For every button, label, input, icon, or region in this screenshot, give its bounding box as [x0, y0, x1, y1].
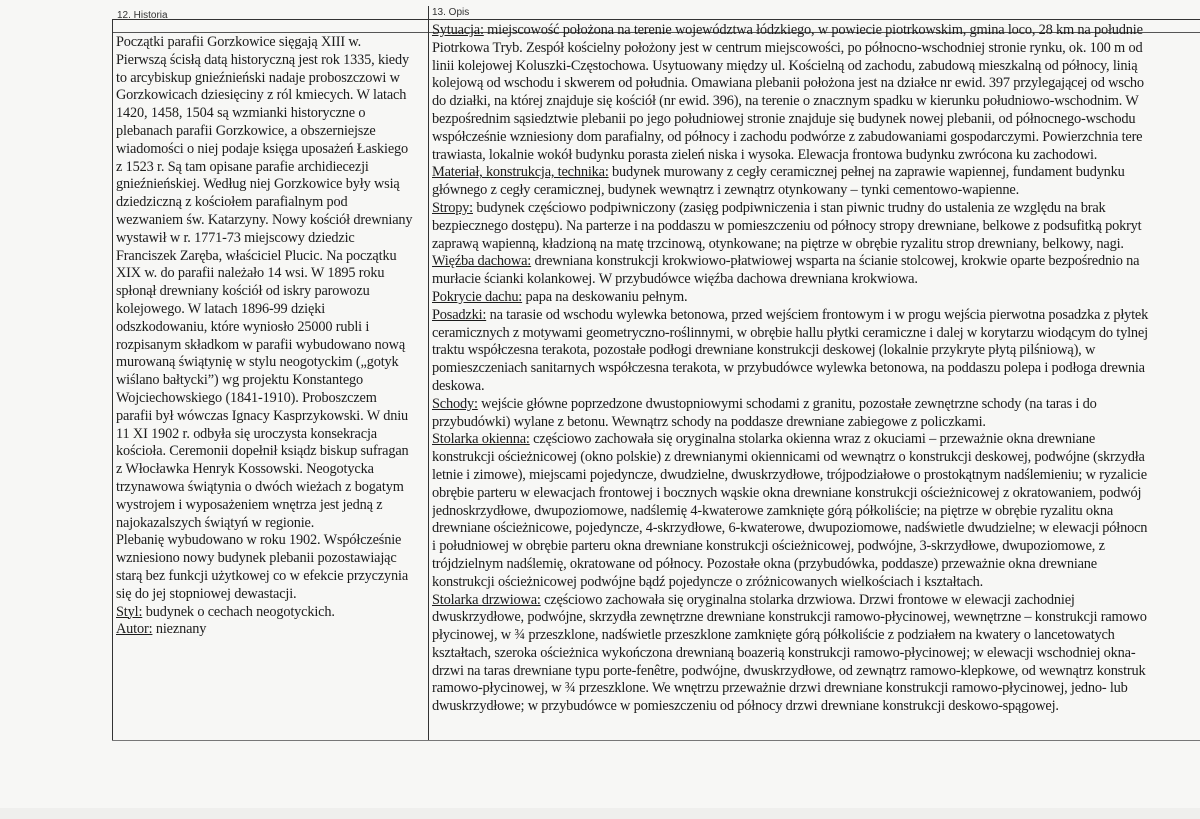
table-bottom-border	[112, 740, 1200, 741]
description-text-line	[432, 342, 1200, 360]
text-run: obrębie parteru w elewacjach frontowej i bocznych wąskie okna drewniane konstrukcji ościeżnicowej z okratowaniem, podwój	[432, 484, 1142, 501]
text-run: kształtach, szeroka ościeżnica wykończona drewnianą boazerią konstrukcji ramowo-płycinowej; w elewacji wschodniej okna-	[432, 644, 1136, 661]
description-text-line	[432, 449, 1200, 467]
description-text-line	[432, 556, 1200, 574]
description-text-line	[432, 414, 1200, 432]
description-text-line	[432, 378, 1200, 396]
text-run: rozpisanym składkom w parafii wybudowano nową	[116, 336, 406, 353]
history-text-line	[116, 70, 429, 88]
history-text-line	[116, 123, 429, 141]
text-run: wystawił w r. 1771-73 miejscowy dziedzic	[116, 229, 355, 246]
description-text-line	[432, 698, 1200, 716]
history-text-line	[116, 497, 429, 515]
history-text-line	[116, 568, 429, 586]
history-text-line	[116, 337, 429, 355]
description-text-line	[432, 645, 1200, 663]
text-run: letnie i zimowe), miejscami pojedyncze, dwudzielne, dwuskrzydłowe, trójpodziałowe o prostokątnym nadślemieniu; w ryzalicie	[432, 466, 1147, 483]
description-text-line	[432, 40, 1200, 58]
text-run: częściowo zachowała się oryginalna stolarka okienna wraz z okuciami – przeważnie okna drewniane	[529, 431, 1096, 448]
description-text-line	[432, 75, 1200, 93]
history-text-line	[116, 34, 429, 52]
text-run: budynek częściowo podpiwniczony (zasięg podpiwniczenia i stan piwnic trudny do ustalenia ze względu na brak	[472, 199, 1106, 216]
description-text-line	[432, 289, 1200, 307]
description-text-line	[432, 271, 1200, 289]
text-run: plebanach parafii Gorzkowice, a obszerniejsze	[116, 122, 376, 139]
field-label: Styl:	[116, 603, 143, 620]
text-run: trzynawowa świątynia o dwóch wieżach z bogatym	[116, 478, 404, 495]
description-text-line	[432, 609, 1200, 627]
field-label: Stropy:	[432, 199, 473, 216]
text-run: z 1523 r. Są tam opisane parafie archidiecezji	[116, 158, 369, 175]
text-run: kolejową od wschodu i skwerem od południa. Omawiana plebanii położona jest na działce nr ewid. 397 przylegającej od wscho	[432, 75, 1144, 92]
text-run: wezwaniem św. Katarzyny. Nowy kościół drewniany	[116, 211, 413, 228]
text-run: pomieszczeniach sanitarnych współczesna terakota, w przybudówce wylewka betonowa, na poddaszu polepa i podłoga drewnia	[432, 360, 1145, 377]
table-top-border	[112, 19, 1200, 20]
text-run: ceramicznych z motywami geometryczno-roślinnymi, w obrębie hallu płytki ceramiczne i dalej w korytarzu wiodącym do tylnej	[432, 324, 1148, 341]
text-run: 11 XI 1902 r. odbyła się uroczysta konsekracja	[116, 425, 377, 442]
history-text-line	[116, 105, 429, 123]
text-run: trójdzielnym nadślemię, okratowane od północy. Pozostałe okna (przybudówka, poddasze) przeważnie okna drewniane	[432, 555, 1097, 572]
description-text-line	[432, 218, 1200, 236]
text-run: 1420, 1458, 1504 są wzmianki historyczne o	[116, 105, 366, 122]
text-run: dwuskrzydłowe, podwójne, skrzydła zewnętrzne drewniane konstrukcji ramowo-płycinowej, wewnętrzne – konstrukcji ramowo	[432, 609, 1147, 626]
history-text-line	[116, 461, 429, 479]
history-text-line	[116, 319, 429, 337]
description-text-line	[432, 538, 1200, 556]
text-run: zaprawą wapienną, kładzioną na matę trzcinową, otynkowane; na piętrze w obrębie ryzalitu strop drewniany, belkowy, nagi.	[432, 235, 1124, 252]
history-text-line	[116, 354, 429, 372]
description-text-line	[432, 111, 1200, 129]
text-run: bezpośrednim sąsiedztwie plebanii po jego południowej stronie znajduje się budynek nowej plebanii, od północnego-wschodu	[432, 110, 1136, 127]
text-run: do działki, na której znajduje się kościół (nr ewid. 396), na terenie o znacznym spadku w kierunku południowo-wschodnim. W	[432, 93, 1139, 110]
text-run: konstrukcji ościeżnicowej podwójne bądź pojedyncze o zróżnicowanych wielkościach i kształtach.	[432, 573, 984, 590]
description-text-line	[432, 93, 1200, 111]
text-run: z Włocławka Henryk Kossowski. Neogotycka	[116, 461, 374, 478]
history-text-line	[116, 52, 429, 70]
history-text-line	[116, 426, 429, 444]
history-text-line	[116, 443, 429, 461]
history-text-line	[116, 194, 429, 212]
description-text-line	[432, 182, 1200, 200]
text-run: przybudówki) wylane z betonu. Wewnątrz schody na poddasze drewniane zabiegowe z policzkami.	[432, 413, 986, 430]
text-run: ramowo-płycinowej, w ¾ przeszklone. We wnętrzu przeważnie drzwi drewniane konstrukcji ramowo-płycinowej, jedno- lub	[432, 680, 1128, 697]
text-run: wiadomości o niej podaje księga uposażeń Łaskiego	[116, 140, 409, 157]
history-text-line	[116, 301, 429, 319]
description-text-line	[432, 236, 1200, 254]
description-column	[432, 22, 1200, 716]
text-run: drewniane ościeżnicowe, pojedyncze, 4-skrzydłowe, 6-kwaterowe, dwupoziomowe, nadświetle dwudzielne; w elewacji północn	[432, 520, 1148, 537]
text-run: budynek murowany z cegły ceramicznej pełnej na zaprawie wapiennej, fundament budynku	[608, 164, 1125, 181]
table-left-border	[112, 19, 113, 741]
text-run: współcześnie wzniesiony dom parafialny, od północy i zachodu podwórze z zabudowaniami gospodarczymi. Powierzchnia tere	[432, 128, 1143, 145]
description-text-line	[432, 200, 1200, 218]
history-text-line	[116, 248, 429, 266]
text-run: odszkodowaniu, które wyniosło 25000 rubli i	[116, 318, 370, 335]
text-run: murowaną świątynię w stylu neogotyckim („gotyk	[116, 354, 399, 371]
history-text-line	[116, 604, 429, 622]
text-run: Gorzkowicach dziesięciny z ról kmiecych. W latach	[116, 87, 407, 104]
field-label: Posadzki:	[432, 306, 487, 323]
description-text-line	[432, 253, 1200, 271]
text-run: Piotrkowa Tryb. Zespół kościelny położony jest w centrum miejscowości, po północno-wschodniej stronie rynku, ok. 100 m od	[432, 39, 1143, 56]
description-text-line	[432, 520, 1200, 538]
text-run: parafii był wówczas Ignacy Kasprzykowski. W dniu	[116, 407, 409, 424]
history-text-line	[116, 159, 429, 177]
history-text-line	[116, 265, 429, 283]
text-run: wejście główne poprzedzone dwustopniowymi schodami z granitu, pozostałe zewnętrzne schody (na taras i do	[477, 395, 1097, 412]
description-text-line	[432, 58, 1200, 76]
field-label: Sytuacja:	[432, 22, 484, 38]
history-text-line	[116, 283, 429, 301]
text-run: XIX w. do parafii należało 14 wsi. W 1895 roku	[116, 265, 385, 282]
history-text-line	[116, 87, 429, 105]
history-text-line	[116, 621, 429, 639]
text-run: na tarasie od wschodu wylewka betonowa, przed wejściem frontowym i w progu wejścia pierwotna posadzka z płytek	[486, 306, 1149, 323]
description-text-line	[432, 129, 1200, 147]
text-run: konstrukcji ościeżnicowej (okno polskie) z drewnianymi okiennicami od wewnątrz o konstrukcji deskowej, podwójne (skrzydła	[432, 449, 1145, 466]
description-text-line	[432, 680, 1200, 698]
history-text-line	[116, 479, 429, 497]
text-run: płycinowej, w ¾ przeszklone, nadświetle przeszklone zamknięte górą półkoliście z podziałem na kwatery o lancetowatych	[432, 627, 1115, 644]
section-header-history: 12. Historia	[117, 10, 168, 21]
text-run: papa na deskowaniu pełnym.	[522, 288, 688, 305]
description-text-line	[432, 396, 1200, 414]
text-run: częściowo zachowała się oryginalna stolarka drzwiowa. Drzwi frontowe w elewacji zachodniej	[540, 591, 1075, 608]
history-text-line	[116, 176, 429, 194]
text-run: gnieźnieńskiej. Według niej Gorzkowice były wsią	[116, 176, 400, 193]
text-run: Plebanię wybudowano w roku 1902. Współcześnie	[116, 532, 402, 549]
description-text-line	[432, 164, 1200, 182]
text-run: to arcybiskup gnieźnieński nadaje proboszczowi w	[116, 69, 400, 86]
description-text-line	[432, 467, 1200, 485]
description-text-line	[432, 147, 1200, 165]
field-label: Pokrycie dachu:	[432, 288, 523, 305]
field-label: Stolarka drzwiowa:	[432, 591, 541, 608]
scan-bottom-edge	[0, 808, 1200, 819]
field-label: Więźba dachowa:	[432, 253, 532, 270]
text-run: deskowa.	[432, 377, 485, 394]
history-text-line	[116, 141, 429, 159]
history-text-line	[116, 390, 429, 408]
text-run: budynek o cechach neogotyckich.	[142, 603, 335, 620]
history-text-line	[116, 230, 429, 248]
text-run: drzwi na taras drewniane typu porte-fenêtre, podwójne, dwuskrzydłowe, od zewnątrz ramowo-klepkowe, od wewnątrz konstruk	[432, 662, 1146, 679]
history-column	[116, 34, 429, 639]
text-run: Franciszek Zaręba, właściciel Plucic. Na początku	[116, 247, 397, 264]
text-run: trawiasta, lokalnie wokół budynku porasta zieleń niska i wysoka. Elewacja frontowa budynku zwrócona ku zachodowi.	[432, 146, 1098, 163]
text-run: miejscowość położona na terenie województwa łódzkiego, w powiecie piotrkowskim, gmina loco, 28 km na południe	[483, 22, 1143, 38]
text-run: murłacie ścianki kolankowej. W przybudówce więźba dachowa drewniana krokwiowa.	[432, 271, 918, 288]
text-run: się do jej stopniowej dewastacji.	[116, 585, 297, 602]
text-run: kolejowego. W latach 1896-99 dzięki	[116, 300, 326, 317]
field-label: Materiał, konstrukcja, technika:	[432, 164, 609, 181]
description-text-line	[432, 574, 1200, 592]
history-text-line	[116, 532, 429, 550]
field-label: Autor:	[116, 621, 153, 638]
history-text-line	[116, 515, 429, 533]
text-run: wzniesiono nowy budynek plebanii pozostawiając	[116, 550, 397, 567]
description-text-line	[432, 22, 1200, 40]
text-run: traktu współczesna terakota, pozostałe podłogi drewniane konstrukcji deskowej (lokalnie przykryte płytą pilśniową), w	[432, 342, 1096, 359]
text-run: dziedziczną z kościołem parafialnym pod	[116, 194, 348, 211]
text-run: spłonął drewniany kościół od iskry parowozu	[116, 283, 370, 300]
text-run: kościoła. Ceremonii dopełnił ksiądz biskup sufragan	[116, 443, 409, 460]
description-text-line	[432, 431, 1200, 449]
description-text-line	[432, 360, 1200, 378]
text-run: i południowej w obrębie parteru okna drewniane konstrukcji ościeżnicowej, podwójne, 3-skrzydłowe, dwupoziomowe, z	[432, 538, 1105, 555]
section-header-description: 13. Opis	[432, 7, 470, 18]
history-text-line	[116, 372, 429, 390]
text-run: starą bez funkcji użytkowej co w efekcie przyczynia	[116, 567, 409, 584]
text-run: Pierwszą ścisłą datą historyczną jest rok 1335, kiedy	[116, 51, 409, 68]
history-text-line	[116, 212, 429, 230]
description-text-line	[432, 485, 1200, 503]
text-run: wiślano bałtycki”) wg projektu Konstantego	[116, 372, 364, 389]
description-text-line	[432, 592, 1200, 610]
description-text-line	[432, 325, 1200, 343]
text-run: Początki parafii Gorzkowice sięgają XIII w.	[116, 34, 362, 50]
text-run: głównego z cegły ceramicznej, budynek wewnątrz i zewnątrz otynkowany – tynki cementowo-wapienne.	[432, 182, 1019, 199]
field-label: Stolarka okienna:	[432, 431, 530, 448]
text-run: najokazalszych świątyń w regionie.	[116, 514, 315, 531]
field-label: Schody:	[432, 395, 478, 412]
description-text-line	[432, 663, 1200, 681]
history-text-line	[116, 586, 429, 604]
text-run: linii kolejowej Koluszki-Częstochowa. Usytuowany między ul. Kościelną od zachodu, zabudową mieszkalną od północy, linią	[432, 57, 1138, 74]
description-text-line	[432, 627, 1200, 645]
history-text-line	[116, 408, 429, 426]
description-text-line	[432, 503, 1200, 521]
description-text-line	[432, 307, 1200, 325]
text-run: dwuskrzydłowe; w przybudówce w pomieszczeniu od północy drzwi drewniane konstrukcji deskowo-spągowej.	[432, 698, 1059, 715]
text-run: nieznany	[152, 621, 207, 638]
text-run: bezpiecznego dostępu). Na parterze i na poddaszu w pomieszczeniu od północy stropy drewniane, belkowe z podsufitką pokryt	[432, 217, 1142, 234]
text-run: Wojciechowskiego (1841-1910). Proboszczem	[116, 389, 377, 406]
history-text-line	[116, 550, 429, 568]
text-run: wystrojem i wyposażeniem wnętrza jest jedną z	[116, 496, 383, 513]
text-run: drewniana konstrukcji krokwiowo-płatwiowej wsparta na ścianie stolcowej, krokwie oparte bezpośrednio na	[531, 253, 1140, 270]
text-run: jednoskrzydłowe, dwupoziomowe, nadślemię 4-kwaterowe zamknięte górą półkoliście; na piętrze w obrębie ryzalitu okna	[432, 502, 1114, 519]
